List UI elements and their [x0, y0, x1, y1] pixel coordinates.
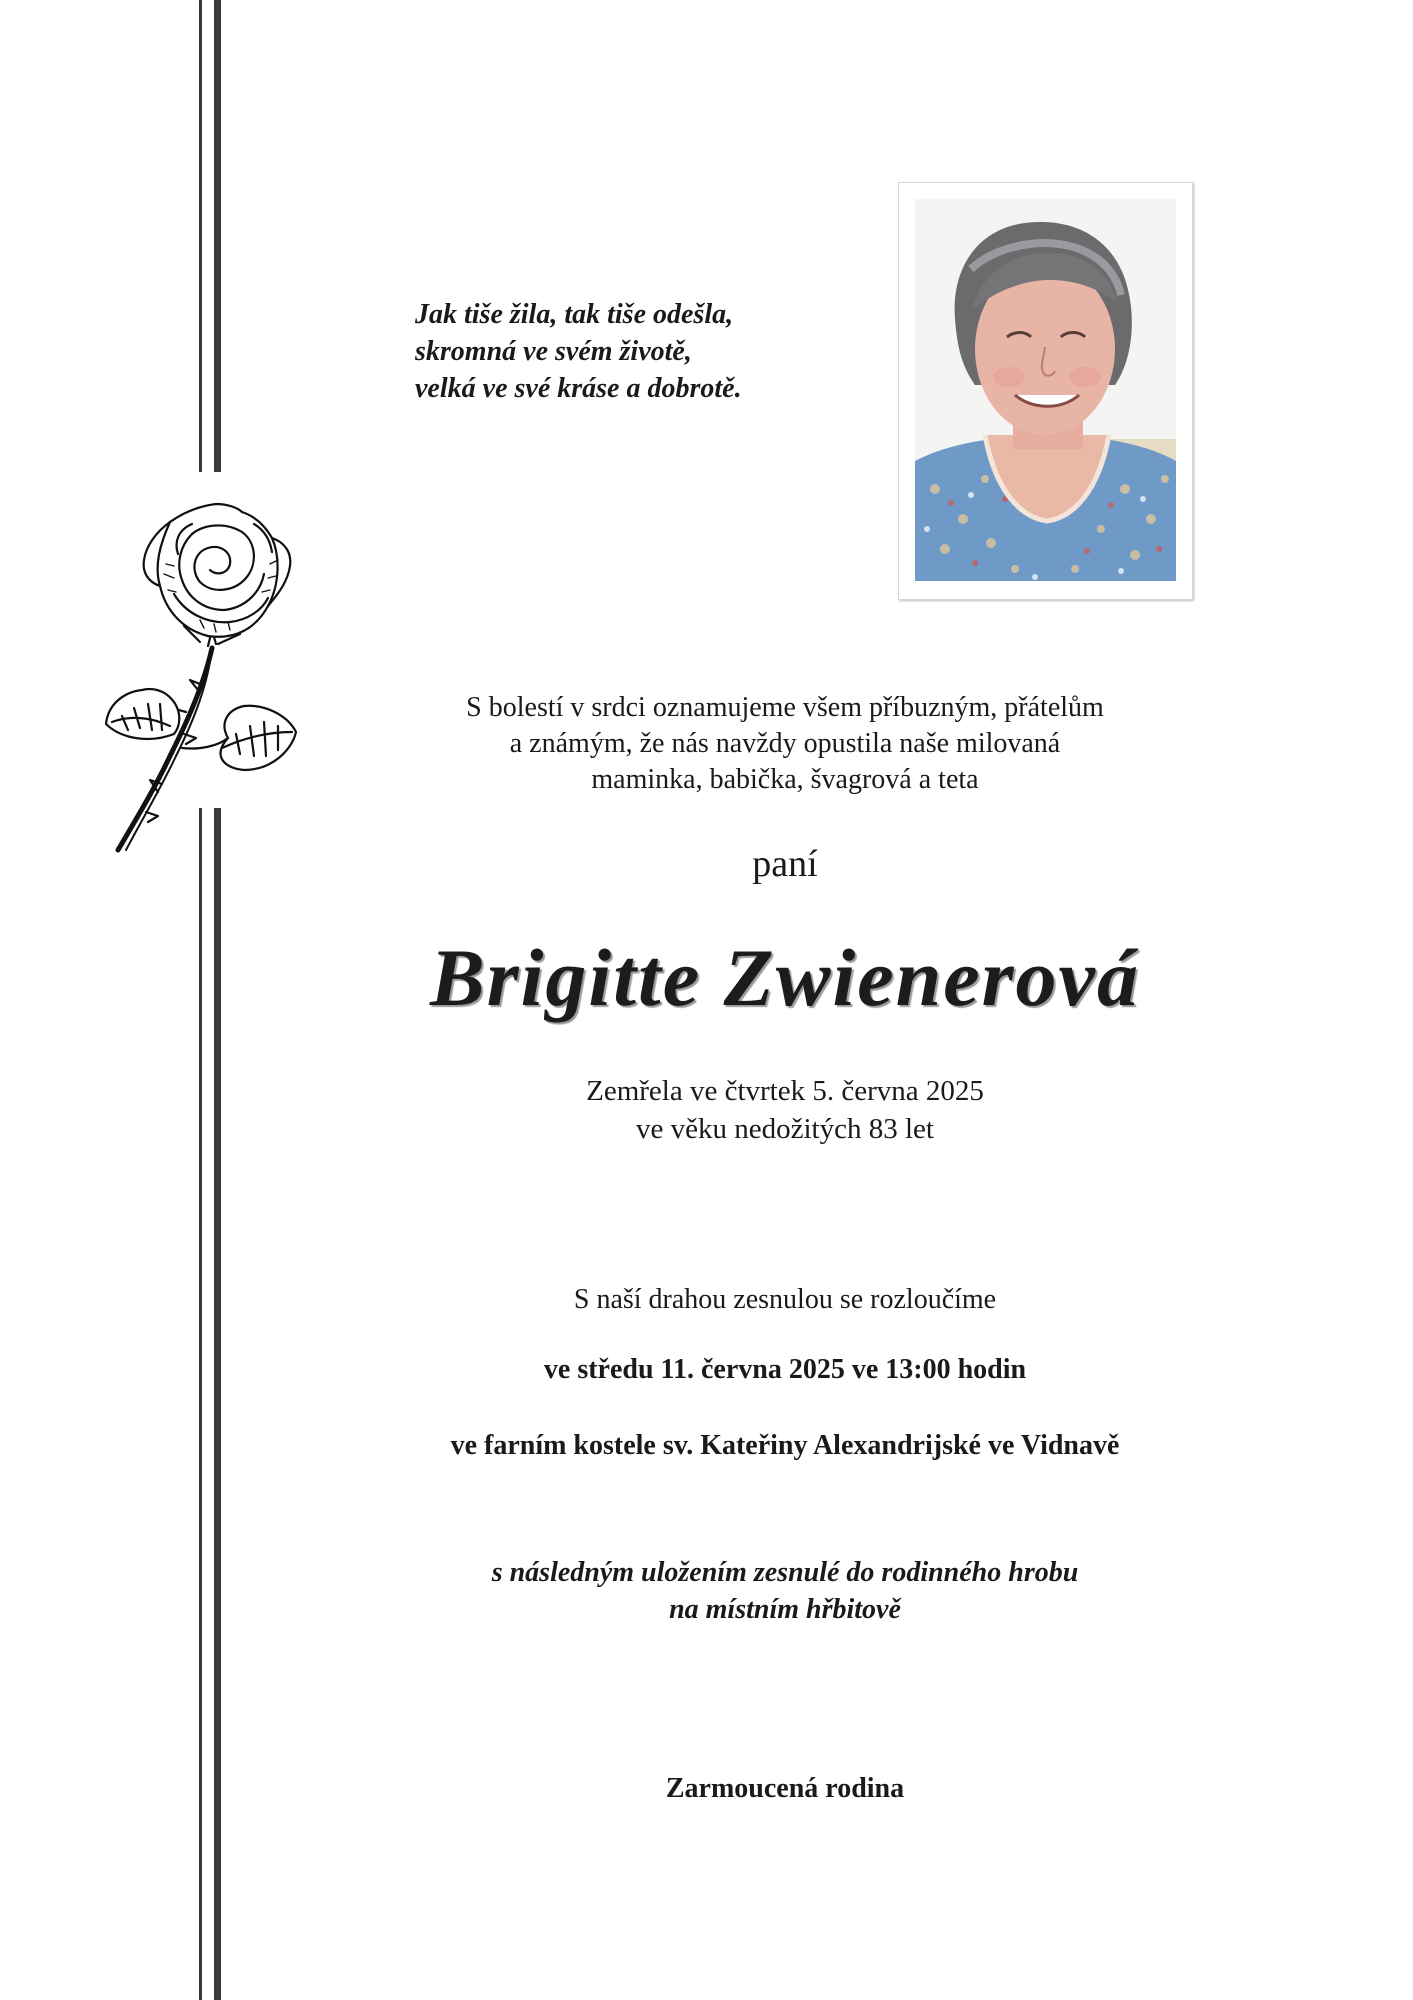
announcement-text	[390, 690, 1180, 798]
announcement-line: a známým, že nás navždy opustila naše milovaná	[509, 728, 1061, 759]
deceased-name: Brigitte Zwienerová	[430, 932, 1140, 1023]
farewell-date: ve středu 11. června 2025 ve 13:00 hodin	[543, 1354, 1027, 1385]
death-date-line: Zemřela ve čtvrtek 5. června 2025	[586, 1075, 984, 1107]
burial-note	[390, 1554, 1180, 1628]
rose-icon	[104, 494, 332, 864]
announcement-line: maminka, babička, švagrová a teta	[591, 764, 979, 795]
age-line: ve věku nedožitých 83 let	[636, 1113, 934, 1145]
border-line-inner-top	[214, 0, 221, 472]
border-line-outer-top	[199, 0, 202, 472]
burial-line: na místním hřbitově	[669, 1594, 901, 1625]
border-line-inner-bottom	[214, 808, 221, 2000]
motto-line: velká ve své kráse a dobrotě.	[415, 373, 742, 404]
portrait-photo-frame	[898, 182, 1193, 600]
signature: Zarmoucená rodina	[665, 1773, 905, 1804]
motto-line: skromná ve svém životě,	[415, 336, 692, 367]
farewell-intro: S naší drahou zesnulou se rozloučíme	[573, 1284, 997, 1315]
announcement-line: S bolestí v srdci oznamujeme všem příbuzným, přátelům	[466, 692, 1104, 723]
border-line-outer-bottom	[199, 808, 202, 2000]
motto-verse	[415, 296, 742, 407]
motto-line: Jak tiše žila, tak tiše odešla,	[415, 299, 734, 330]
portrait-photo	[915, 199, 1176, 581]
farewell-place: ve farním kostele sv. Kateřiny Alexandrijské ve Vidnavě	[450, 1430, 1120, 1461]
death-details	[390, 1072, 1180, 1148]
honorific-title: paní	[752, 843, 818, 885]
burial-line: s následným uložením zesnulé do rodinného hrobu	[491, 1557, 1079, 1588]
